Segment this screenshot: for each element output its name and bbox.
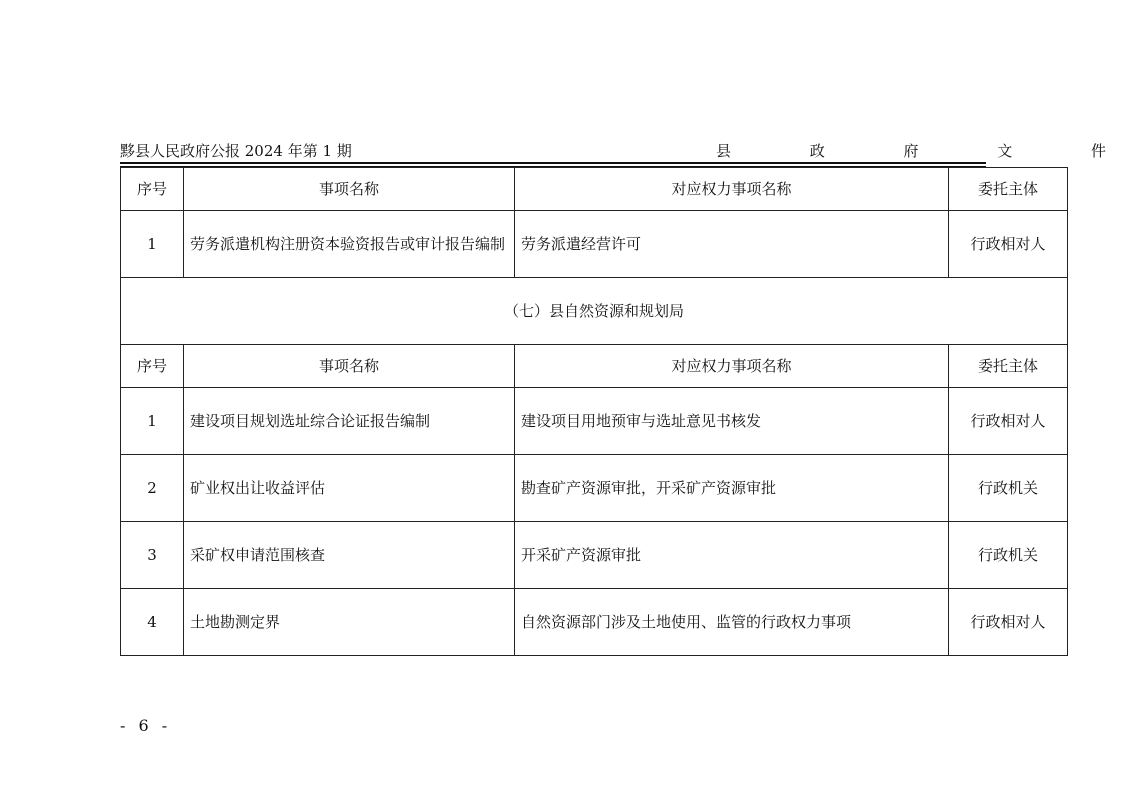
col-header-name: 事项名称 (184, 168, 515, 211)
col-header-entity: 委托主体 (949, 168, 1068, 211)
delegation-table (120, 167, 1068, 656)
table-row (121, 589, 1068, 656)
row-name: 矿业权出让收益评估 (184, 455, 515, 522)
row-no: 1 (121, 388, 184, 455)
section-title (716, 140, 1106, 162)
row-power: 勘查矿产资源审批，开采矿产资源审批 (515, 455, 949, 522)
row-no: 4 (121, 589, 184, 656)
table-row (121, 388, 1068, 455)
table-header-row (121, 345, 1068, 388)
row-entity: 行政机关 (949, 522, 1068, 589)
row-entity: 行政机关 (949, 455, 1068, 522)
page-number: - 6 - (120, 716, 172, 735)
section-title-char: 府 (903, 142, 919, 160)
row-no: 3 (121, 522, 184, 589)
row-power: 劳务派遣经营许可 (515, 211, 949, 278)
row-no: 2 (121, 455, 184, 522)
col-header-power: 对应权力事项名称 (515, 345, 949, 388)
row-name: 劳务派遣机构注册资本验资报告或审计报告编制 (184, 211, 515, 278)
section-heading-row (121, 278, 1068, 345)
row-entity: 行政相对人 (949, 211, 1068, 278)
col-header-no: 序号 (121, 168, 184, 211)
gazette-title: 黟县人民政府公报 2024 年第 1 期 (120, 142, 352, 160)
row-name: 建设项目规划选址综合论证报告编制 (184, 388, 515, 455)
table-header-row (121, 168, 1068, 211)
header-rule-thick (120, 162, 986, 164)
col-header-no: 序号 (121, 345, 184, 388)
row-name: 土地勘测定界 (184, 589, 515, 656)
section-title-char: 文 (997, 142, 1013, 160)
running-header (120, 140, 1106, 164)
section-title-char: 件 (1090, 142, 1106, 160)
row-power: 开采矿产资源审批 (515, 522, 949, 589)
row-power: 建设项目用地预审与选址意见书核发 (515, 388, 949, 455)
row-power: 自然资源部门涉及土地使用、监管的行政权力事项 (515, 589, 949, 656)
row-no: 1 (121, 211, 184, 278)
row-entity: 行政相对人 (949, 388, 1068, 455)
row-entity: 行政相对人 (949, 589, 1068, 656)
col-header-power: 对应权力事项名称 (515, 168, 949, 211)
section-title-char: 政 (809, 142, 825, 160)
row-name: 采矿权申请范围核查 (184, 522, 515, 589)
table-row (121, 211, 1068, 278)
section-title-char: 县 (716, 142, 732, 160)
col-header-entity: 委托主体 (949, 345, 1068, 388)
table-row (121, 522, 1068, 589)
col-header-name: 事项名称 (184, 345, 515, 388)
section-heading: （七）县自然资源和规划局 (121, 278, 1068, 345)
table-row (121, 455, 1068, 522)
